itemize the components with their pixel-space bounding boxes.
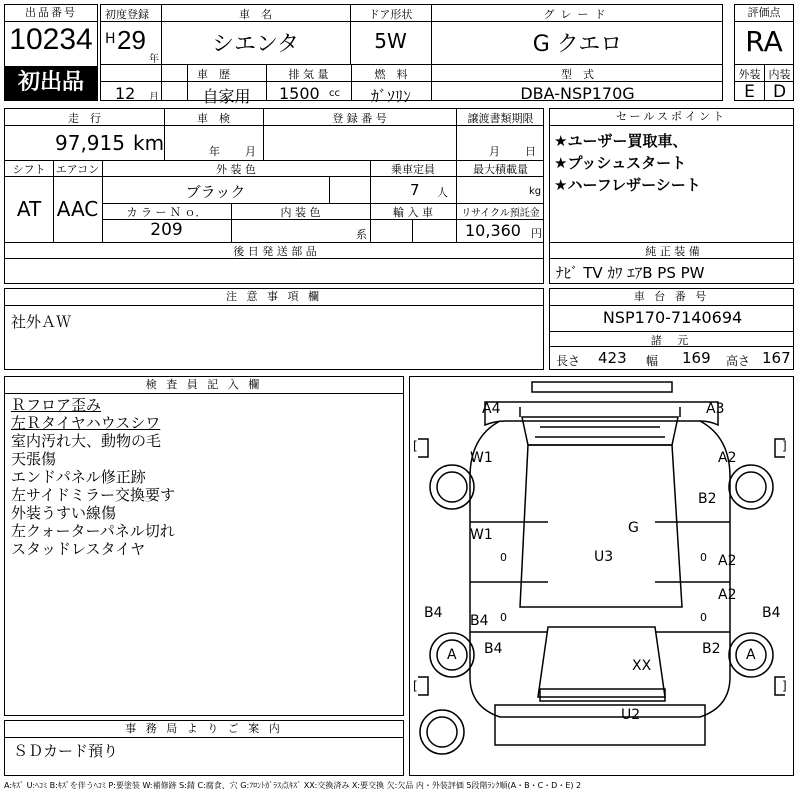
length-value: 423 [598, 349, 627, 367]
ext-color-label: 外 装 色 [216, 163, 256, 176]
mileage-value: 97,915 [55, 131, 125, 155]
int-color-unit: 系 [356, 228, 367, 241]
inspector-note: Ｒフロア歪み [11, 396, 102, 414]
lot-label: 出品番号 [5, 5, 97, 22]
exterior-grade: E [744, 82, 755, 102]
inspector-note: スタッドレスタイヤ [11, 540, 146, 558]
inspector-note: 左クォーターパネル切れ [11, 522, 175, 540]
score-label: 評価点 [735, 5, 793, 22]
ac-value: AAC [56, 197, 99, 221]
mark-zero-r2: 0 [700, 611, 707, 624]
capacity-unit: 人 [437, 186, 448, 199]
load-label: 最大積載量 [473, 163, 528, 176]
cc-unit: cc [329, 88, 340, 99]
vehicle-details-grid [4, 108, 544, 284]
recycle-value: 10,360 [465, 221, 521, 240]
mark-u3: U3 [594, 549, 614, 565]
inspector-note: エンドパネル修正跡 [11, 468, 146, 486]
mileage-label: 走 行 [68, 112, 101, 125]
inspection-label: 車 検 [197, 112, 230, 125]
mark-bracket-r2: ] [782, 679, 787, 693]
equipment-value: ﾅﾋﾞ TV ｶﾜ ｴｱB PS PW [556, 264, 705, 282]
equipment-label: 純 正 装 備 [645, 245, 700, 258]
later-parts-label: 後 日 発 送 部 品 [233, 245, 317, 258]
model-label: 型 式 [561, 68, 594, 81]
width-value: 169 [682, 349, 711, 367]
length-label: 長さ [556, 354, 581, 368]
ext-color-value: ブラック [185, 183, 246, 201]
sales-point-3: ★ハーフレザーシート [554, 176, 701, 194]
color-no-value: 209 [150, 220, 183, 240]
interior-label: 内装 [768, 68, 791, 81]
mark-b2-low: B2 [702, 641, 721, 657]
width-label: 幅 [646, 354, 659, 368]
mark-w1-top: W1 [470, 450, 493, 466]
import-label: 輸 入 車 [393, 206, 433, 219]
inspector-box [4, 376, 404, 716]
score-box [734, 4, 794, 101]
inspection-year-unit: 年 [209, 145, 220, 158]
chassis-box [549, 288, 794, 370]
first-reg-label: 初度登録 [105, 8, 149, 21]
sales-point-2: ★プッシュスタート [554, 154, 687, 172]
car-name: シエンタ [211, 32, 300, 57]
model-value: DBA-NSP170G [520, 84, 635, 103]
dims-label: 諸 元 [650, 334, 695, 347]
chassis-label: 車 台 番 号 [550, 289, 793, 306]
mark-xx: XX [632, 658, 652, 674]
recycle-label: リサイクル預託金 [461, 208, 540, 219]
inspection-month-unit: 月 [245, 145, 256, 158]
era: H [105, 31, 116, 47]
history-value: 自家用 [202, 87, 251, 106]
fuel-value: ｶﾞｿﾘﾝ [370, 87, 411, 106]
sales-points-label: セールスポイント [550, 109, 793, 126]
shift-label: シフト [12, 163, 46, 176]
office-value: ＳＤカード預り [13, 742, 119, 760]
mark-b4-left: B4 [424, 605, 443, 621]
displacement-value: 1500 [279, 84, 320, 103]
displacement-label: 排 気 量 [288, 68, 329, 81]
score-value: RA [745, 25, 783, 58]
grade-value: G クエロ [532, 32, 623, 57]
fuel-label: 燃 料 [374, 68, 408, 81]
first-reg-month: 12 [115, 84, 136, 103]
inspector-notes [11, 396, 175, 558]
car-name-label: 車 名 [239, 8, 272, 21]
transfer-day-unit: 日 [525, 145, 536, 158]
mark-a2-top: A2 [718, 450, 737, 466]
mark-b4-inner: B4 [470, 613, 489, 629]
mark-a4: A4 [482, 401, 501, 417]
inspector-note: 左サイドミラー交換要す [11, 486, 175, 504]
int-color-label: 内 装 色 [280, 206, 321, 219]
lot-box [4, 4, 98, 101]
mark-u2: U2 [621, 707, 641, 723]
capacity-value: 7 [410, 181, 420, 199]
chassis-value: NSP170-7140694 [602, 308, 743, 327]
mark-wheel-fl: A [447, 647, 457, 663]
load-unit: kg [529, 186, 542, 197]
mileage-unit: km [133, 131, 165, 155]
mark-bracket-l2: [ [413, 679, 418, 693]
inspector-note: 左Ｒタイヤハウスシワ [11, 414, 161, 432]
exterior-label: 外装 [738, 68, 761, 81]
mark-bracket-l1: [ [413, 439, 418, 453]
legend: A:ｷｽﾞ U:ﾍｺﾐ B:ｷｽﾞを伴うﾍｺﾐ P:要塗装 W:補修跡 S:錆 C:腐食、穴 G:ﾌﾛﾝﾄｶﾞﾗｽ点ｷｽﾞ XX:交換済み X:要交換 欠:欠品 内・外装評価 5段階ﾗﾝｸ順(A・B・C・D・E) 2 [4, 781, 582, 790]
door-value: 5W [374, 29, 407, 53]
inspector-note: 室内汚れ大、動物の毛 [11, 432, 162, 450]
mark-zero-r1: 0 [700, 551, 707, 564]
door-label: ドア形状 [368, 8, 413, 21]
lot-number: 10234 [9, 23, 93, 56]
history-label: 車 歴 [197, 68, 230, 81]
caution-value: 社外ＡＷ [11, 313, 72, 331]
mark-b4-bottom: B4 [484, 641, 503, 657]
sales-point-1: ★ユーザー買取車、 [554, 132, 688, 150]
mark-a3: A3 [706, 401, 725, 417]
grade-label: グレード [543, 8, 612, 21]
transfer-label: 譲渡書類期限 [467, 112, 534, 125]
car-diagram [409, 376, 794, 776]
mark-a2-low: A2 [718, 587, 737, 603]
capacity-label: 乗車定員 [391, 163, 435, 176]
main-header-grid [100, 4, 723, 106]
inspector-label: 検 査 員 記 入 欄 [5, 377, 403, 394]
mark-b4-right: B4 [762, 605, 781, 621]
shift-value: AT [16, 197, 42, 221]
caution-label: 注 意 事 項 欄 [5, 289, 543, 306]
mark-zero-l2: 0 [500, 611, 507, 624]
interior-grade: D [772, 82, 787, 102]
color-no-label: カ ラ ー Ｎ ｏ． [126, 206, 207, 219]
mark-wheel-fr: A [746, 647, 756, 663]
caution-box [4, 288, 544, 370]
ac-label: エアコン [55, 163, 100, 176]
mark-w1-mid: W1 [470, 527, 493, 543]
height-value: 167 [762, 349, 791, 367]
first-reg-year: 29 [117, 25, 146, 55]
transfer-month-unit: 月 [489, 145, 500, 158]
mark-bracket-r1: ] [782, 439, 787, 453]
year-unit: 年 [149, 54, 159, 65]
sales-points-box [549, 108, 794, 284]
inspector-note: 天張傷 [11, 450, 57, 468]
mark-g: G [628, 520, 639, 536]
mark-b2-top: B2 [698, 491, 717, 507]
first-listing-badge: 初出品 [5, 66, 97, 100]
reg-number-label: 登 録 番 号 [332, 112, 387, 125]
office-label: 事 務 局 よ り ご 案 内 [5, 721, 403, 738]
mark-a2-mid: A2 [718, 553, 737, 569]
car-outline [410, 377, 793, 775]
recycle-unit: 円 [531, 227, 542, 240]
office-box [4, 720, 404, 776]
inspector-note: 外装うすい線傷 [11, 504, 117, 522]
height-label: 高さ [726, 354, 751, 368]
month-unit: 月 [149, 92, 159, 103]
mark-zero-l1: 0 [500, 551, 507, 564]
